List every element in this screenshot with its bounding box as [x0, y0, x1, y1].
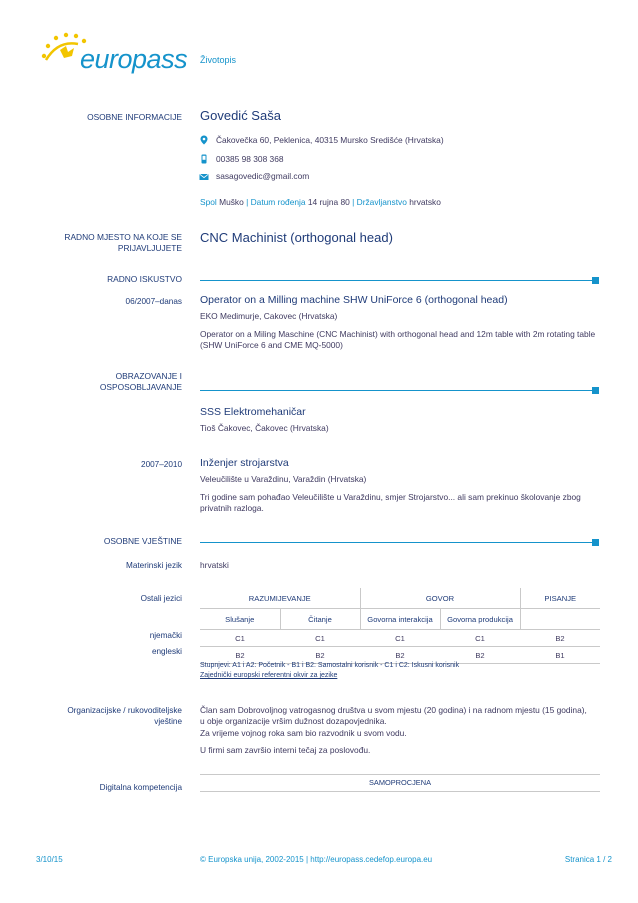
language-name: engleski	[151, 647, 182, 656]
footer-copyright[interactable]: © Europska unija, 2002-2015 | http://europass.cedefop.europa.eu	[200, 855, 433, 864]
understanding-header: RAZUMIJEVANJE	[200, 588, 360, 609]
spoken-production-subheader: Govorna produkcija	[440, 609, 520, 630]
section-rule	[200, 280, 592, 281]
mother-tongue-value: hrvatski	[200, 560, 229, 570]
education-dates: 2007–2010	[141, 460, 182, 469]
sex-value: Muško	[219, 197, 244, 207]
experience-title: Operator on a Milling machine SHW UniForce 6 (orthogonal head)	[200, 294, 508, 306]
self-assessment-label: SAMOPROCJENA	[368, 778, 431, 787]
listening-subheader: Slušanje	[200, 609, 280, 630]
education-title: Inženjer strojarstva	[200, 457, 289, 469]
job-section-label: RADNO MJESTO NA KOJE SE PRIJAVLJUJETE	[64, 232, 182, 253]
location-icon	[199, 135, 209, 145]
spoken-interaction-subheader: Govorna interakcija	[360, 609, 440, 630]
language-name: njemački	[149, 631, 182, 640]
document-title: Životopis	[200, 55, 237, 65]
mother-tongue-label: Materinski jezik	[126, 561, 182, 570]
digital-competence-label: Digitalna kompetencija	[99, 783, 182, 792]
framework-link[interactable]: Zajednički europski referentni okvir za jezike	[200, 672, 338, 679]
nationality-value: hrvatsko	[409, 197, 441, 207]
phone[interactable]: 00385 98 308 368	[216, 154, 284, 164]
section-rule	[200, 542, 592, 543]
job-applied-value: CNC Machinist (orthogonal head)	[200, 230, 393, 245]
dob-label: Datum rođenja	[250, 197, 306, 207]
organisational-skills-line: Član sam Dobrovoljnog vatrogasnog društva u svom mjestu (20 godina) i na radnom mjestu (15 godina), u obje organizacije vršim dužnost dozapovjednika.	[200, 705, 587, 726]
speaking-header: GOVOR	[360, 588, 520, 609]
other-languages-label: Ostali jezici	[140, 594, 182, 603]
section-marker	[592, 277, 599, 284]
europass-logo	[38, 30, 188, 74]
writing-subheader	[520, 609, 600, 630]
level-cell: B2	[475, 650, 485, 660]
writing-header: PISANJE	[544, 593, 577, 603]
personal-details-line	[200, 197, 441, 208]
education-school: Tioš Čakovec, Čakovec (Hrvatska)	[200, 423, 329, 433]
experience-section-label: RADNO ISKUSTVO	[107, 274, 182, 284]
level-cell: C1	[235, 633, 245, 643]
person-name: Govedić Saša	[200, 108, 281, 123]
level-cell: B2	[315, 650, 325, 660]
experience-dates: 06/2007–danas	[125, 297, 182, 306]
sex-label: Spol	[200, 197, 217, 207]
level-cell: C1	[395, 633, 405, 643]
dob-value: 14 rujna 80	[307, 197, 350, 207]
footer-page: Stranica 1 / 2	[564, 855, 612, 864]
level-cell: C1	[315, 633, 325, 643]
organisational-skills-label: Organizacijske / rukovoditeljske vještine	[67, 706, 182, 726]
section-rule	[200, 390, 592, 391]
language-row	[200, 630, 600, 647]
organisational-skills-line: Za vrijeme vojnog roka sam bio razvodnik u svom vodu.	[200, 728, 407, 738]
personal-section-label: OSOBNE INFORMACIJE	[87, 112, 182, 122]
self-assessment-header	[200, 774, 600, 792]
experience-description: Operator on a Miling Maschine (CNC Machinist) with orthogonal head and 12m table with 2m rotating table (SHW UniForce 6 and CME MQ-5000)	[200, 329, 596, 350]
education-school: Veleučilište u Varaždinu, Varaždin (Hrvatska)	[200, 474, 367, 484]
organisational-skills-line: U firmi sam završio interni tečaj za poslovođu.	[200, 745, 371, 755]
level-cell: B2	[395, 650, 405, 660]
separator: |	[246, 197, 249, 207]
reading-subheader: Čitanje	[280, 609, 360, 630]
logo-text: europass	[80, 44, 188, 74]
level-cell: B2	[235, 650, 245, 660]
section-marker	[592, 387, 599, 394]
level-cell: B2	[555, 633, 565, 643]
nationality-label: Državljanstvo	[356, 197, 407, 207]
language-row	[200, 647, 600, 664]
level-cell: C1	[475, 633, 485, 643]
separator: |	[352, 197, 355, 207]
footer-date: 3/10/15	[36, 855, 63, 864]
education-description: Tri godine sam pohađao Veleučilište u Varaždinu, smjer Strojarstvo... ali sam prekinuo školovanje zbog privatnih razloga.	[200, 492, 581, 513]
experience-employer: EKO Medimurje, Cakovec (Hrvatska)	[200, 311, 338, 321]
level-cell: B1	[555, 650, 565, 660]
email-icon	[199, 172, 209, 182]
mobile-phone-icon	[199, 154, 209, 164]
section-marker	[592, 539, 599, 546]
skills-section-label: OSOBNE VJEŠTINE	[103, 536, 182, 546]
education-title: SSS Elektromehaničar	[200, 406, 306, 418]
levels-note: Stupnjevi: A1 i A2: Početnik - B1 i B2: Samostalni korisnik - C1 i C2: Iskusni korisnik	[200, 662, 460, 669]
education-section-label: OBRAZOVANJE I OSPOSOBLJAVANJE	[99, 371, 182, 392]
email[interactable]: sasagovedic@gmail.com	[216, 171, 310, 181]
address: Čakovečka 60, Peklenica, 40315 Mursko Središće (Hrvatska)	[216, 135, 444, 145]
languages-table	[200, 588, 600, 664]
